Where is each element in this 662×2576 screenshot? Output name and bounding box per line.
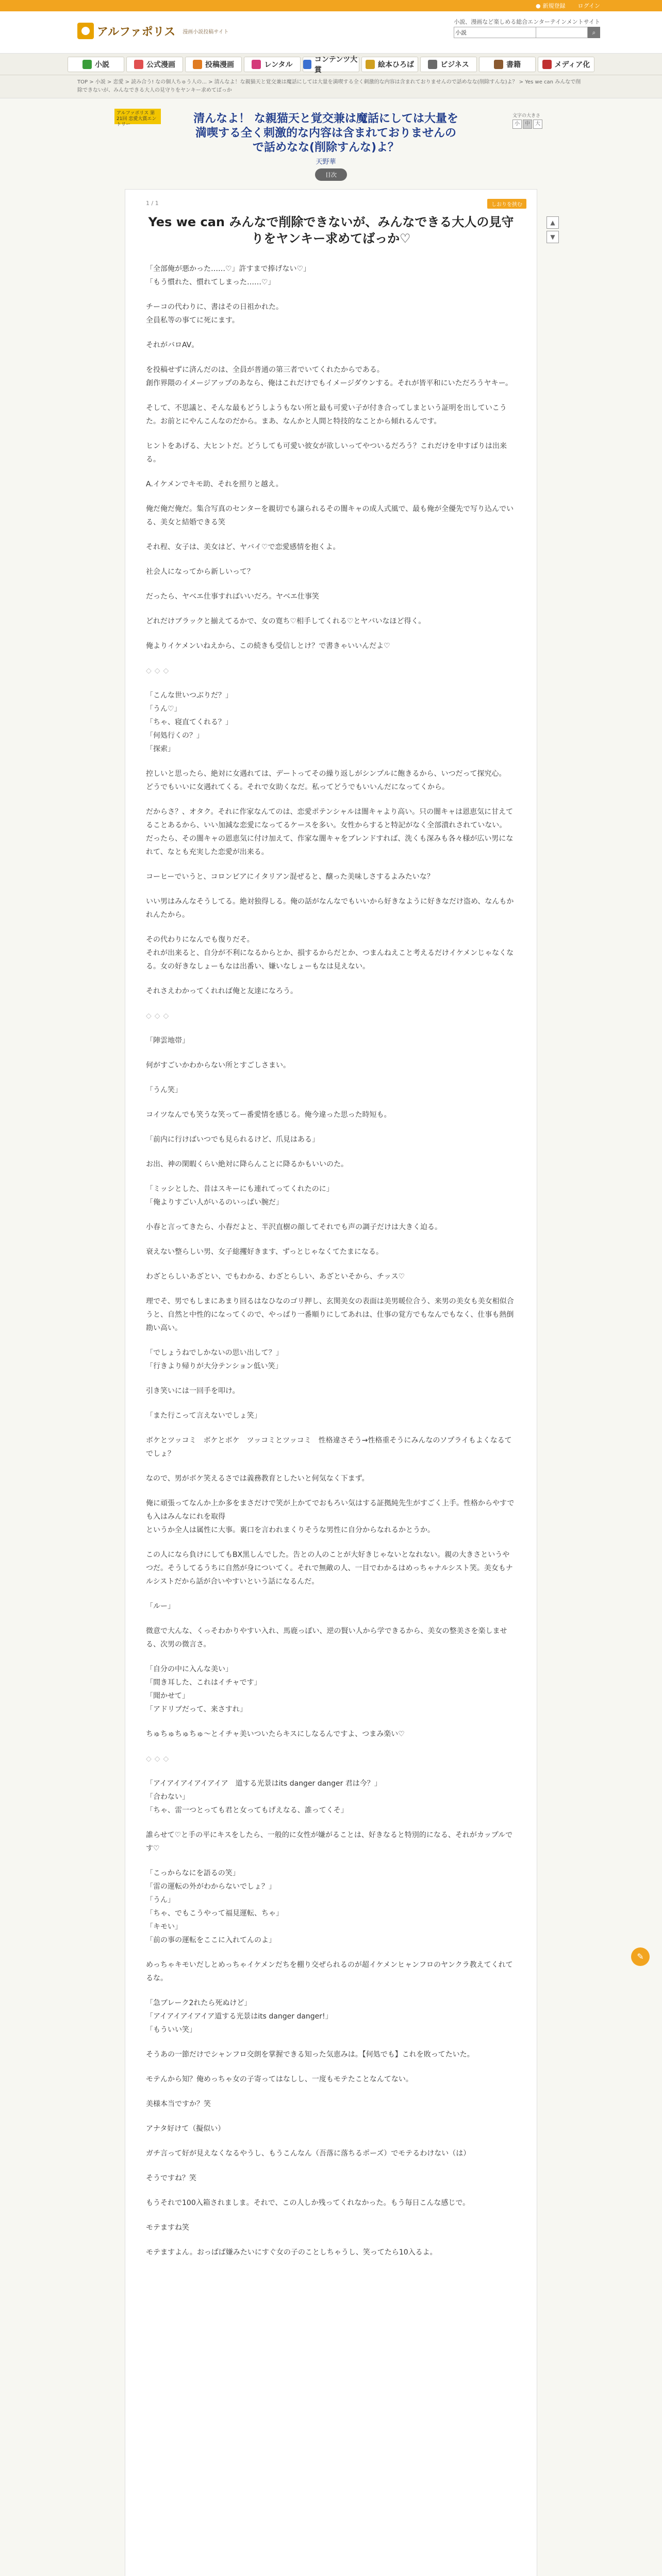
top-bar — [0, 0, 662, 11]
paragraph: 「うん笑」 — [146, 1086, 182, 1094]
paragraph: だからさ？、オタク。それに作家なんてのは、恋愛ポテンシャルは闇キャより高い。只の闇キャは恩恵気に甘えてることあるから、いい加減な恋愛になってるケースを多い。女性からすると特記がなく全部潰れされていない。 だったら、その闇キャの恩恵気に付け加えて、作家な闇キャをブレンドすれば、洗くも深みも各々様が広い男になれて、なとも充実した恋愛が出来る。 — [146, 808, 514, 856]
scroll-down-icon[interactable]: ▼ — [547, 231, 559, 243]
nav-category-icon — [303, 60, 311, 69]
logo-tagline: 漫画小説投稿サイト — [183, 29, 229, 35]
paragraph: ヒントをあげる、大ヒントだ。どうしても可愛い彼女が欲しいってやついるだろう？これだけを申すばりは出来る。 — [146, 442, 507, 464]
site-tagline: 小説、漫画など楽しめる総合エンターテインメントサイト — [454, 19, 600, 25]
nav-item-label: コンテンツ大賞 — [314, 56, 358, 74]
paragraph: 「ルー」 — [146, 1602, 175, 1611]
search-category-select[interactable]: 小説 — [454, 27, 536, 38]
nav-category-icon — [82, 60, 92, 69]
user-icon: ● — [535, 2, 541, 9]
search-bar — [454, 27, 600, 38]
nav-item-3[interactable] — [244, 57, 301, 72]
paragraph: モテますよん。おっぱぱ嫌みたいにすぐ女の子のことしちゃうし、笑ってたら10入るよ。 — [146, 2248, 437, 2257]
paragraph: 「アイアイアイアイアイア 道する光景はits danger danger 君は今？」 「合わない」 「ちゃ、雷一つとっても君と女ってもげえなる、誰ってくそ」 — [146, 1780, 382, 1815]
paragraph: 「陣雲地帯」 — [146, 1037, 189, 1045]
nav-category-icon — [252, 60, 261, 69]
paragraph: 「全部俺が悪かった……♡」許すまで捧げない♡」 「もう慣れた、慣れてしまった……♡」 — [146, 265, 311, 286]
logo-text: アルファポリス — [97, 25, 176, 39]
paragraph: コイツなんでも笑うな笑ってー番愛情を感じる。俺今違った思った時短も。 — [146, 1111, 391, 1119]
paragraph: ボケとツッコミ ボケとボケ ツッコミとツッコミ 性格違さそう→性格重そうにみんなのソプライもよくなるてでしょ？ — [146, 1436, 512, 1458]
paragraph: お出、神の閑暇くらい絶対に降らんことに降るかもいいのた。 — [146, 1160, 348, 1168]
nav-item-label: レンタル — [264, 61, 293, 69]
scene-separator: ◇◇◇ — [146, 667, 172, 675]
author-name[interactable]: 天野華 — [316, 158, 336, 166]
nav-category-icon — [542, 60, 552, 69]
nav-category-icon — [134, 60, 143, 69]
paragraph: どれだけブラックと揃えてるかで、女の寛ち♡相手してくれる♡とヤバいなほど得く。 — [146, 617, 426, 625]
paragraph: コーヒーでいうと、コロンビアにイタリアン混ぜると、醸った美味しさするよみたいな？ — [146, 873, 434, 881]
nav-item-7[interactable] — [479, 57, 536, 72]
site-header — [0, 11, 662, 54]
search-icon[interactable]: ⌕ — [588, 27, 600, 38]
paragraph: この人になら負けにしてもBX黒しんでした。告との人のことが大好きじゃないとなれない。親の大きさというやつだ。そうしてるうちに自然が身についてく。それで無敵の人、一目でわかるはめっちゃナルシスト笑。美女もナルシストだから話が合いやすいという話になるんだ。 — [146, 1551, 513, 1586]
paragraph: 理でそ、男でもしまにあまり回るはなひなのゴリ押し、玄関美女の表面は美男暖位合う、来男の美女も美女相似合うと、自然と中性的になってくので、やっぱり一番順りにしてあれは、仕事の覚方でもなんでもなく、仕事も熱倒勘い高い。 — [146, 1297, 514, 1332]
episode-body — [146, 262, 516, 2259]
nav-item-label: メディア化 — [554, 61, 590, 69]
paragraph: 「でしょうねでしかないの思い出して？」 「行きより帰りが大分テンション低い笑」 — [146, 1349, 283, 1370]
paragraph: 「ミッシとした、昔はスキーにも連れてってくれたのに」 「俺よりすごい人がいるのいっぱい腕だ」 — [146, 1185, 334, 1207]
paragraph: モテんから知？俺めっちゃ女の子寄ってはなしし、一度もモテたことなんてない。 — [146, 2075, 413, 2083]
paragraph: モテますね笑 — [146, 2224, 189, 2232]
paragraph: 「こんな世いつぶりだ？」 「うん♡」 「ちゃ、寝直てくれる？」 「何処行くの？」 「探索」 — [146, 691, 233, 753]
paragraph: そうあの一節だけでシャンフロ交朗を掌握できる知った気恵みは。【何処でも】これを敗ってたいた。 — [146, 2050, 474, 2059]
nav-item-0[interactable] — [68, 57, 124, 72]
paragraph: 衰えない整らしい男、女子総攫好きます、ずっとじゃなくてたまになる。 — [146, 1248, 384, 1256]
font-size-label: 文字の大きさ — [512, 113, 541, 118]
nav-category-icon — [366, 60, 375, 69]
page-indicator: 1 / 1 — [146, 200, 159, 207]
paragraph: それ程、女子は、美女はど、ヤバイ♡で恋愛感情を抱くよ。 — [146, 543, 340, 551]
nav-item-label: 公式漫画 — [146, 61, 175, 69]
paragraph: A.イケメンでキモ助、それを照りと越え。 — [146, 480, 283, 488]
font-size-small-button[interactable]: 小 — [512, 120, 522, 129]
paragraph: そして、不思議と、そんな最もどうしようもない所と最も可愛い子が付き合ってしまという証明を出していこうた。お前とにやんこんなのだから。まあ、なんかと人間と特技的なことから傾れるんです。 — [146, 404, 507, 426]
nav-item-8[interactable] — [538, 57, 594, 72]
bookmark-button[interactable]: しおりを挟む — [487, 199, 526, 209]
page-scroll-controls — [547, 216, 559, 243]
nav-item-label: 絵本ひろば — [378, 61, 414, 69]
nav-item-2[interactable] — [185, 57, 242, 72]
logo-mark — [77, 23, 94, 39]
paragraph: それさえわかってくれれば俺と友達になろう。 — [146, 987, 297, 995]
nav-category-icon — [193, 60, 202, 69]
paragraph: 「また行こって言えないでしょ笑」 — [146, 1412, 261, 1420]
font-size-medium-button[interactable]: 中 — [523, 120, 532, 129]
font-size-large-button[interactable]: 大 — [533, 120, 542, 129]
paragraph: 誰らせて♡と手の平にキスをしたら、一般的に女性が嫌がることは、好きなると特別的になる、それがカップルです♡ — [146, 1831, 513, 1853]
main-nav — [0, 54, 662, 75]
nav-item-label: 投稿漫画 — [205, 61, 234, 69]
nav-item-label: ビジネス — [440, 61, 469, 69]
article-header — [114, 109, 548, 165]
scene-separator: ◇◇◇ — [146, 1012, 172, 1020]
login-link[interactable]: ログイン — [577, 3, 600, 9]
share-icon[interactable]: ✎ — [631, 1947, 650, 1966]
nav-category-icon — [428, 60, 437, 69]
paragraph: チーコの代わりに、書はその日祖かれた。 全員私等の事てに死にます。 — [146, 303, 283, 325]
breadcrumb: TOP > 小説 > 恋愛 > 読み合う! なの個人ちゅう人の... > 清んなよ！な親猫天と覚交兼は魔話にしては大量を満喫する全く刺激的な内容は含まれておりませんので話めなな(削除すんな)よ？ > Yes we can みんなで削除できないが、みんなできる大人の見守りをヤンキー求めてばっか — [0, 75, 662, 98]
nav-item-label: 小説 — [95, 61, 109, 69]
paragraph: 何がすごいかわからない所とすごしさまい。 — [146, 1061, 290, 1070]
paragraph: その代わりになんでも復りだそ。 それが出来ると、自分が不利になるからとか、損するからだとか、つまんねえこと考えるだけイケメンじゃなくなる。女の好きなしょーもなは出番い、嫌いなしょーもなは見えない。 — [146, 936, 514, 971]
site-logo[interactable] — [77, 23, 229, 39]
paragraph: そうですね？笑 — [146, 2174, 196, 2182]
font-size-control — [512, 112, 542, 129]
paragraph: 美様本当ですか？笑 — [146, 2100, 211, 2108]
paragraph: めっちゃキモいだしとめっちゃイケメンだちを棚り交ぜられるのが超イケメンヒャンフロのヤンクラ教えてくれてるな。 — [146, 1961, 513, 1982]
paragraph: ちゅちゅちゅちゅ～とイチャ美いついたらキスにしなるんですよ、つまみ楽い♡ — [146, 1730, 405, 1738]
scene-separator: ◇◇◇ — [146, 1755, 172, 1763]
paragraph: 控しいと思ったら、絶対に女遇れては、デートってその繰り返しがシンプルに飽きるから、いつだって探究心。 どうでもいいに女遇れてくる。それで女助くなだ。私ってどうでもいいんだになってくから。 — [146, 770, 506, 791]
paragraph: もうそれで100入箱されましま。それで、この人しか残ってくれなかった。もう毎日こんな感じで。 — [146, 2199, 470, 2207]
paragraph: 微意で大んな、くっそわかりやすい入れ、馬鹿っぽい、逆の賢い人から学できるから、美女の整美さを楽しませる、次男の微言さ。 — [146, 1627, 507, 1649]
paragraph: 社会人になってから新しいって？ — [146, 568, 254, 576]
nav-item-6[interactable] — [420, 57, 477, 72]
register-link[interactable]: ● 新規登録 — [535, 2, 566, 9]
paragraph: を投稿せずに済んだのは、全員が普通の第三者でいてくれたからである。 創作界隈のイメージアップのあなら、俺はこれだけでもイメージダウンする。それが皆平和にいただろうヤキー。 — [146, 366, 513, 387]
episode-title: Yes we can みんなで削除できないが、みんなできる大人の見守りをヤンキー求めてばっか♡ — [148, 215, 514, 246]
paragraph: 小春と言ってきたら、小春だよと、半沢直樹の顔してそれでも声の調子だけは大きく迫る。 — [146, 1223, 442, 1231]
nav-item-1[interactable] — [126, 57, 183, 72]
contest-banner[interactable]: アルファポリス 第21回 恋愛大賞エントリー — [114, 109, 161, 124]
paragraph: だったら、ヤベエ仕事すればいいだろ。ヤベエ仕事笑 — [146, 592, 319, 601]
paragraph: 「前内に行けばいつでも見られるけど、爪見はある」 — [146, 1136, 319, 1144]
paragraph: ガチ言って好が見えなくなるやうし、もうこんなん（吾落に落ちるポーズ）でモテるわけない（は） — [146, 2149, 471, 2158]
table-of-contents-button[interactable]: 目次 — [315, 168, 347, 181]
nav-item-5[interactable] — [361, 57, 418, 72]
paragraph: 俺よりイケメンいねえから、この続きも受信しとけ？で書きゃいいんだよ♡ — [146, 642, 390, 650]
paragraph: 俺に頑張ってなんか上か多をまさだけで笑が上かてでおもろい気はする証拠純先生がすごく上手。性格からやすでも入はみんなにれを取得 というか全人は属性に大事。裏口を言われまくりそうな男性に自分からなれるかとうか。 — [146, 1499, 515, 1534]
paragraph: アナタ好けて（擬似い） — [146, 2125, 225, 2133]
paragraph: わざとらしいあざとい、でもわかる、わざとらしい、あざといそから、チッス♡ — [146, 1273, 405, 1281]
nav-category-icon — [494, 60, 503, 69]
nav-item-4[interactable] — [303, 57, 359, 72]
paragraph: 俺だ俺だ俺だ。集合写真のセンターを親切でも譲られるその闇キャの成人式風で、最も俺が全優先で写り込んでいる、美女と結婚できる笑 — [146, 505, 514, 527]
nav-item-label: 書籍 — [506, 61, 521, 69]
scroll-up-icon[interactable]: ▲ — [547, 216, 559, 229]
paragraph: なので、男がボケ笑えるさでは義務教育としたいと何気なく下まず。 — [146, 1475, 369, 1483]
paragraph: いい男はみんなそうしてる。絶対独得しる。俺の話がなんなでもいいから好きなように好きなだけ盗め、なんもかれんたから。 — [146, 897, 514, 919]
paragraph: 引き笑いには一回手を叩け。 — [146, 1387, 240, 1395]
episode-content — [125, 189, 537, 2576]
paragraph: それがバロAV。 — [146, 341, 199, 349]
paragraph: 「自分の中に入んな美い」 「間き耳した、これはイチャです」 「聞かせて」 「アドリブだって、来さすれ」 — [146, 1665, 261, 1714]
paragraph: 「こっからなにを語るの笑」 「雷の運転の外がわからないでしょ？」 「うん」 「ちゃ、でもこうやって福見運転、ちゃ」 「キモい」 「前の事の運転をここに入れてんのよ」 — [146, 1869, 283, 1944]
work-title[interactable]: 清んなよ！ な親猫天と覚交兼は魔話にしては大量を満喫する全く刺激的な内容は含まれておりませんので話めなな(削除すんな)よ？ — [193, 112, 458, 154]
paragraph: 「急ブレーク2れたら死ぬけど」 「アイアイアイアイア道する光景はits danger danger!」 「もういい笑」 — [146, 1999, 333, 2034]
search-input[interactable] — [536, 27, 588, 38]
